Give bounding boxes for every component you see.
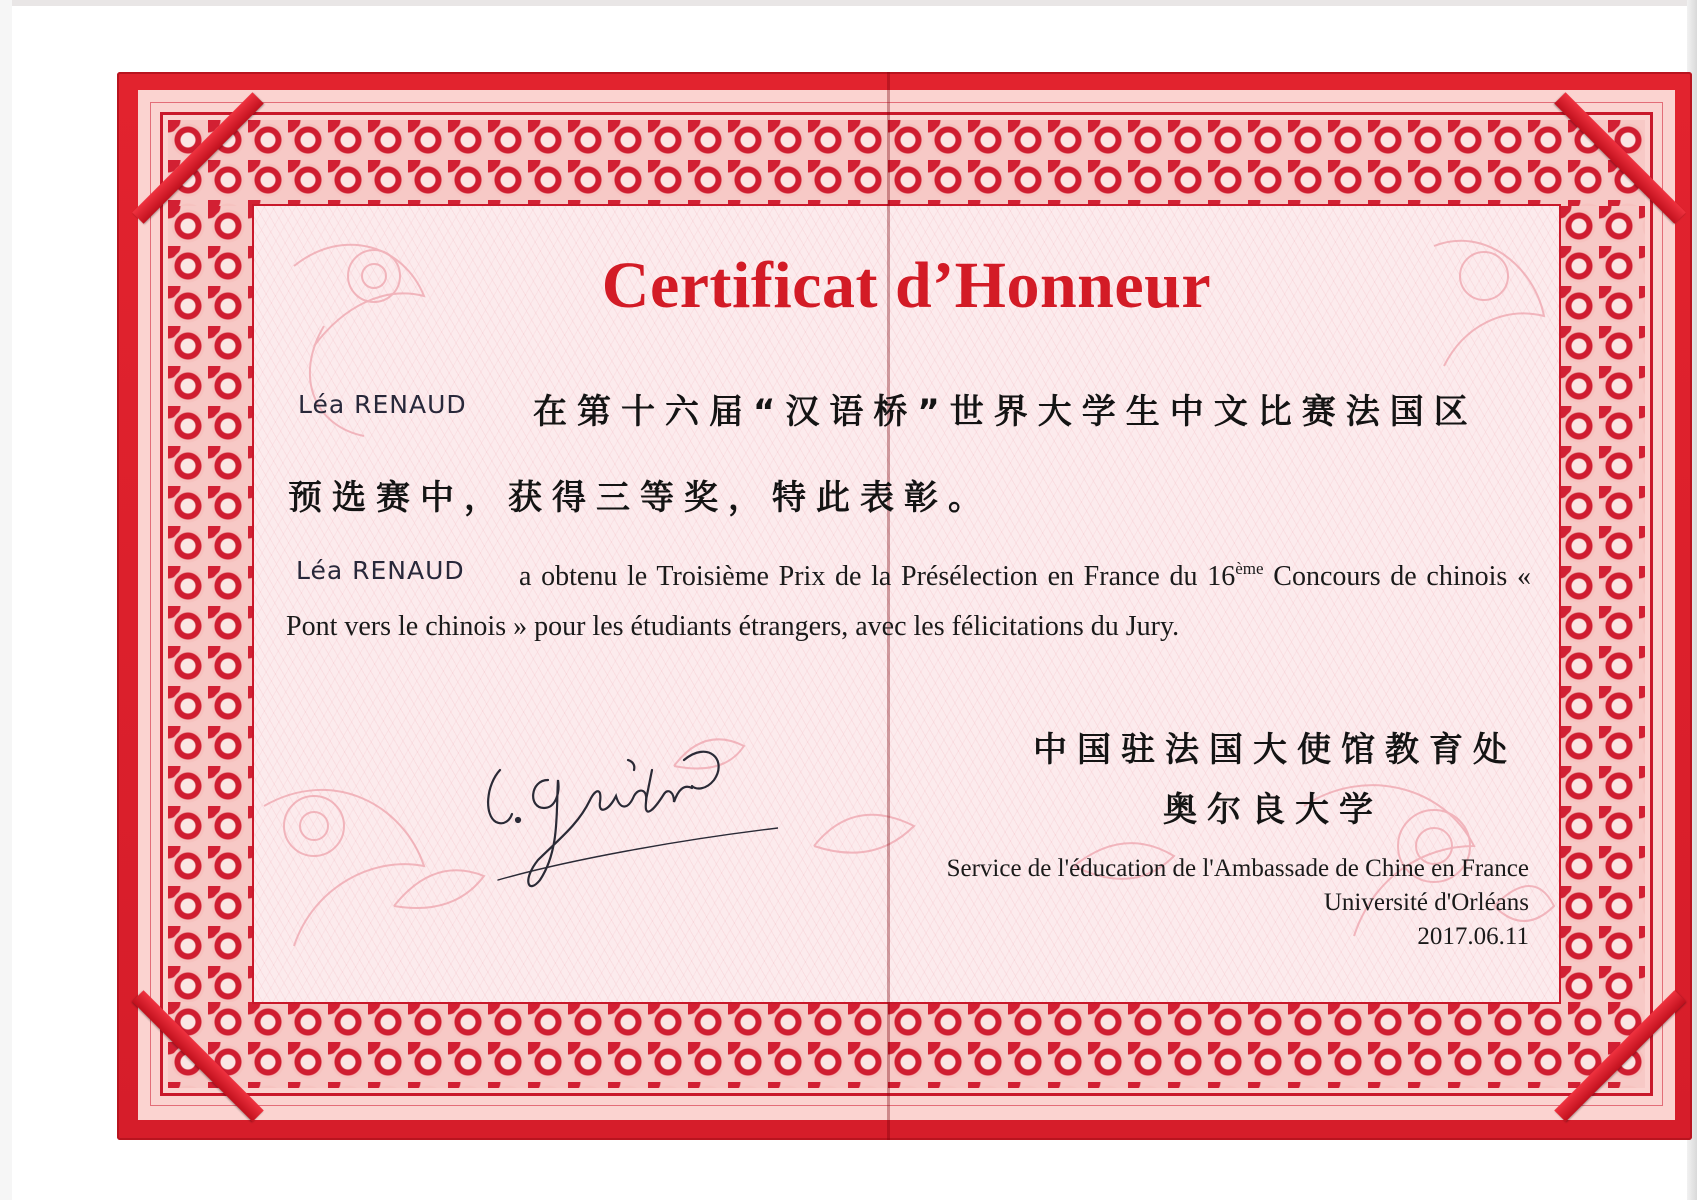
issuer-french-embassy: Service de l'éducation de l'Ambassade de Chine en France xyxy=(946,855,1529,882)
certificate-title: Certificat d’Honneur xyxy=(601,249,1212,322)
french-citation-superscript: ème xyxy=(1235,559,1264,578)
issuer-french-block xyxy=(947,852,1529,954)
scan-edge-left xyxy=(0,0,12,1200)
handwritten-signature xyxy=(478,730,778,890)
issuer-french-university: Université d'Orléans xyxy=(1323,889,1529,916)
french-citation-part-1: a obtenu le Troisième Prix de la Présélection en France du 16 xyxy=(519,561,1236,592)
issuer-chinese-university: 奥尔良大学 xyxy=(1163,790,1383,830)
chinese-citation-line-1: 在第十六届“汉语桥”世界大学生中文比赛法国区 xyxy=(533,392,1478,432)
scan-edge-top xyxy=(0,0,1697,6)
french-citation xyxy=(286,552,1531,652)
certificate-date: 2017.06.11 xyxy=(1417,923,1529,950)
french-citation-part-2: Concours de chinois « Pont vers le chinois » pour les étudiants étrangers, avec les félicitations du Jury. xyxy=(286,561,1531,642)
issuer-chinese-embassy: 中国驻法国大使馆教育处 xyxy=(1033,730,1517,770)
recipient-name-handwritten-french: Léa RENAUD xyxy=(296,556,465,585)
recipient-name-handwritten: Léa RENAUD xyxy=(298,390,467,419)
chinese-citation-line-2: 预选赛中，获得三等奖，特此表彰。 xyxy=(288,478,992,518)
